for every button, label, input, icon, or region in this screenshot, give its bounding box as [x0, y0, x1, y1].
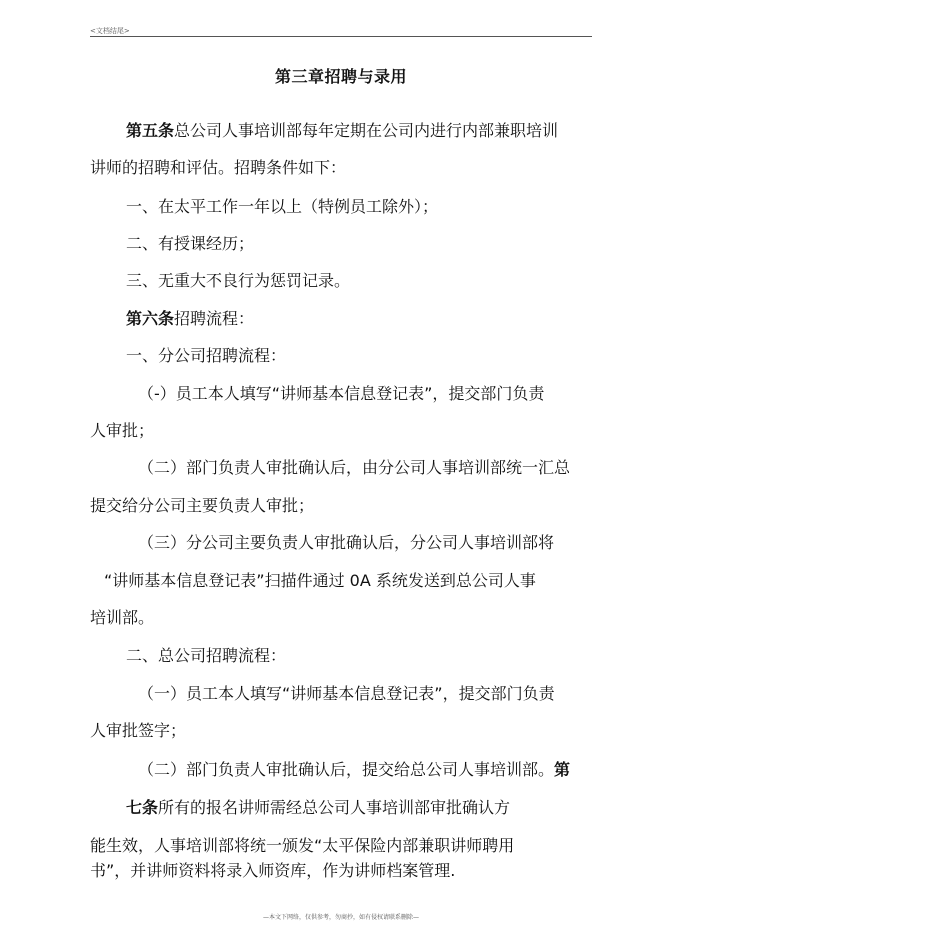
paragraph-line: 讲师的招聘和评估。招聘条件如下：: [90, 158, 347, 177]
paragraph-line: （-）员工本人填写“讲师基本信息登记表”，提交部门负责: [138, 384, 545, 403]
paragraph-line: 二、总公司招聘流程：: [126, 646, 287, 665]
article-label: 第: [554, 760, 571, 779]
header-divider: [90, 36, 592, 37]
paragraph-line: 二、有授课经历；: [126, 234, 255, 253]
paragraph-line: 七条所有的报名讲师需经总公司人事培训部审批确认方: [126, 798, 511, 817]
paragraph-line: “讲师基本信息登记表”扫描件通过 0A 系统发送到总公司人事: [104, 571, 536, 590]
paragraph-line: 提交给分公司主要负责人审批；: [90, 496, 315, 515]
paragraph-line: 人审批签字；: [90, 721, 187, 740]
paragraph-line: 第六条招聘流程：: [126, 309, 255, 328]
paragraph-line: 书”，并讲师资料将录入师资库，作为讲师档案管理.: [90, 861, 456, 880]
paragraph-line: （二）部门负责人审批确认后，提交给总公司人事培训部。第: [138, 760, 571, 779]
article-label: 第六条: [126, 309, 175, 328]
chapter-title: 第三章招聘与录用: [274, 67, 407, 86]
paragraph-line: （三）分公司主要负责人审批确认后，分公司人事培训部将: [138, 533, 555, 552]
page-footer: —本文下网络，仅供参考，勿商抄，如有侵权请联系删除—: [262, 914, 419, 921]
paragraph-line: 第五条总公司人事培训部每年定期在公司内进行内部兼职培训: [126, 121, 559, 140]
paragraph-line: （一）员工本人填写“讲师基本信息登记表”，提交部门负责: [138, 684, 555, 703]
paragraph-line: 培训部。: [90, 608, 155, 627]
paragraph-line: 能生效，人事培训部将统一颁发“太平保险内部兼职讲师聘用: [90, 836, 515, 855]
paragraph-line: 一、在太平工作一年以上（特例员工除外）；: [126, 197, 439, 216]
page-header-text: <文档结尾>: [90, 27, 130, 35]
paragraph-line: （二）部门负责人审批确认后，由分公司人事培训部统一汇总: [138, 458, 571, 477]
paragraph-line: 一、分公司招聘流程：: [126, 346, 287, 365]
article-label: 七条: [126, 798, 159, 817]
paragraph-line: 三、无重大不良行为惩罚记录。: [126, 271, 351, 290]
paragraph-line: 人审批；: [90, 421, 155, 440]
article-label: 第五条: [126, 121, 175, 140]
